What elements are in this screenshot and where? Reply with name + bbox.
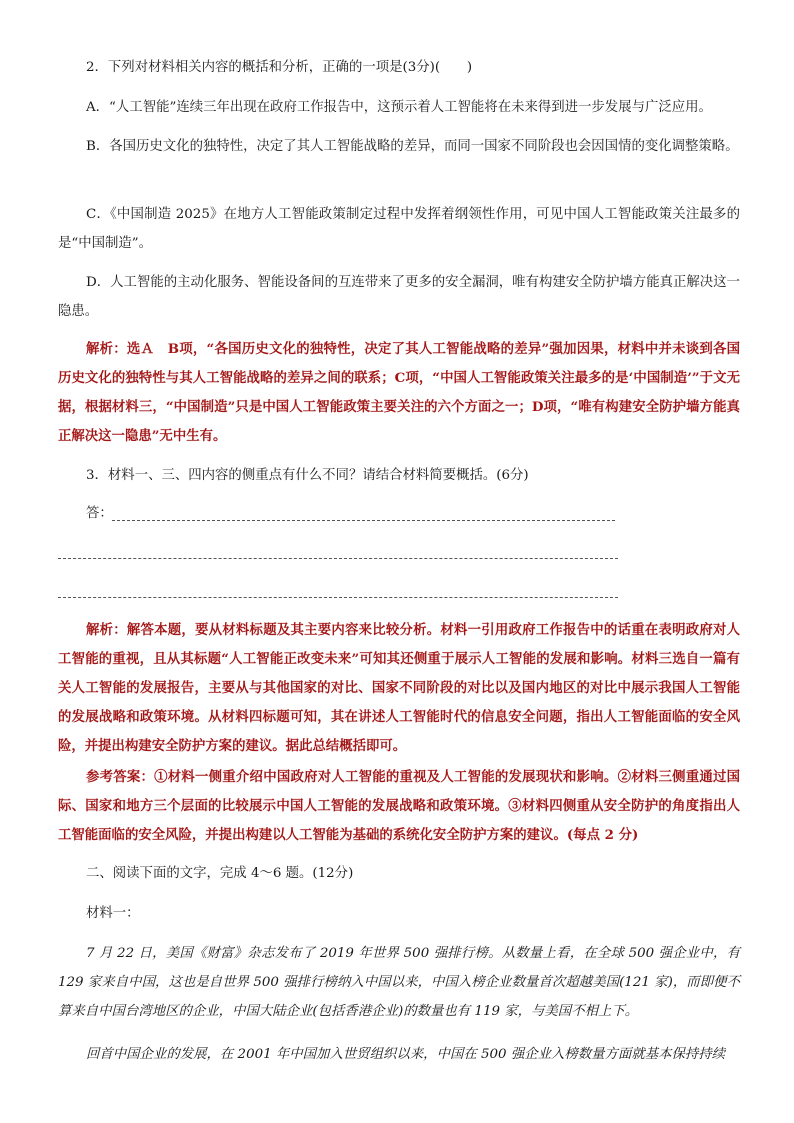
- question-2-analysis: 解析：选Ａ B项，“各国历史文化的独特性，决定了其人工智能战略的差异”强加因果，材料中并未谈到各国历史文化的独特性与其人工智能战略的差异之间的联系；C项，“中国人工智能政策关注最多的是‘中国制造’”于文无据，根据材料三，“中国制造”只是中国人工智能政策主要关注的六个方面之一；D项，“唯有构建安全防护墙方能真正解决这一隐患”无中生有。: [58, 341, 740, 444]
- question-3-reference-answer: 参考答案：①材料一侧重介绍中国政府对人工智能的重视及人工智能的发展现状和影响。②材料三侧重通过国际、国家和地方三个层面的比较展示中国人工智能的发展战略和政策环境。③材料四侧重从安全防护的角度指出人工智能面临的安全风险，并提出构建以人工智能为基础的系统化安全防护方案的建议。(每点 2 分): [58, 769, 740, 843]
- question-2-stem: 2．下列对材料相关内容的概括和分析，正确的一项是(3分)( ): [86, 60, 473, 75]
- question-3-analysis: 解析：解答本题，要从材料标题及其主要内容来比较分析。材料一引用政府工作报告中的话重在表明政府对人工智能的重视，且从其标题“人工智能正改变未来”可知其还侧重于展示人工智能的发展和影响。材料三选自一篇有关人工智能的发展报告，主要从与其他国家的对比、国家不同阶段的对比以及国内地区的对比中展示我国人工智能的发展战略和政策环境。从材料四标题可知，其在讲述人工智能时代的信息安全问题，指出人工智能面临的安全风险，并提出构建安全防护方案的建议。据此总结概括即可。: [58, 622, 740, 754]
- material-1-paragraph-2: 回首中国企业的发展，在 2001 年中国加入世贸组织以来，中国在 500 强企业入榜数量方面就基本保持持续: [86, 1047, 726, 1062]
- answer-line[interactable]: [58, 558, 618, 559]
- answer-line[interactable]: [58, 597, 618, 598]
- material-1-paragraph-1: 7 月 22 日，美国《财富》杂志发布了 2019 年世界 500 强排行榜。从数量上看，在全球 500 强企业中，有 129 家来自中国，这也是自世界 500 强排行榜纳入中国以来，中国入榜企业数量首次超越美国(121 家)，而即便不算来自中国台湾地区的企业，中国大陆企业(包括香港企业)的数量也有 119 家，与美国不相上下。: [58, 946, 740, 1019]
- question-3-stem: 3．材料一、三、四内容的侧重点有什么不同？请结合材料简要概括。(6分): [86, 468, 529, 483]
- question-2-option-b: B．各国历史文化的独特性，决定了其人工智能战略的差异，而同一国家不同阶段也会因国情的变化调整策略。: [86, 139, 739, 154]
- material-1-label: 材料一：: [86, 906, 140, 921]
- answer-line[interactable]: [112, 520, 615, 521]
- question-2-option-c: C．《中国制造 2025》在地方人工智能政策制定过程中发挥着纲领性作用，可见中国人工智能政策关注最多的是“中国制造”。: [58, 207, 740, 251]
- question-2-option-d: D．人工智能的主动化服务、智能设备间的互连带来了更多的安全漏洞，唯有构建安全防护墙方能真正解决这一隐患。: [58, 275, 740, 319]
- answer-label: 答：: [86, 506, 113, 521]
- question-2-option-a: A．“人工智能”连续三年出现在政府工作报告中，这预示着人工智能将在未来得到进一步发展与广泛应用。: [86, 100, 712, 115]
- section-2-heading: 二、阅读下面的文字，完成 4～6 题。(12分): [86, 866, 354, 881]
